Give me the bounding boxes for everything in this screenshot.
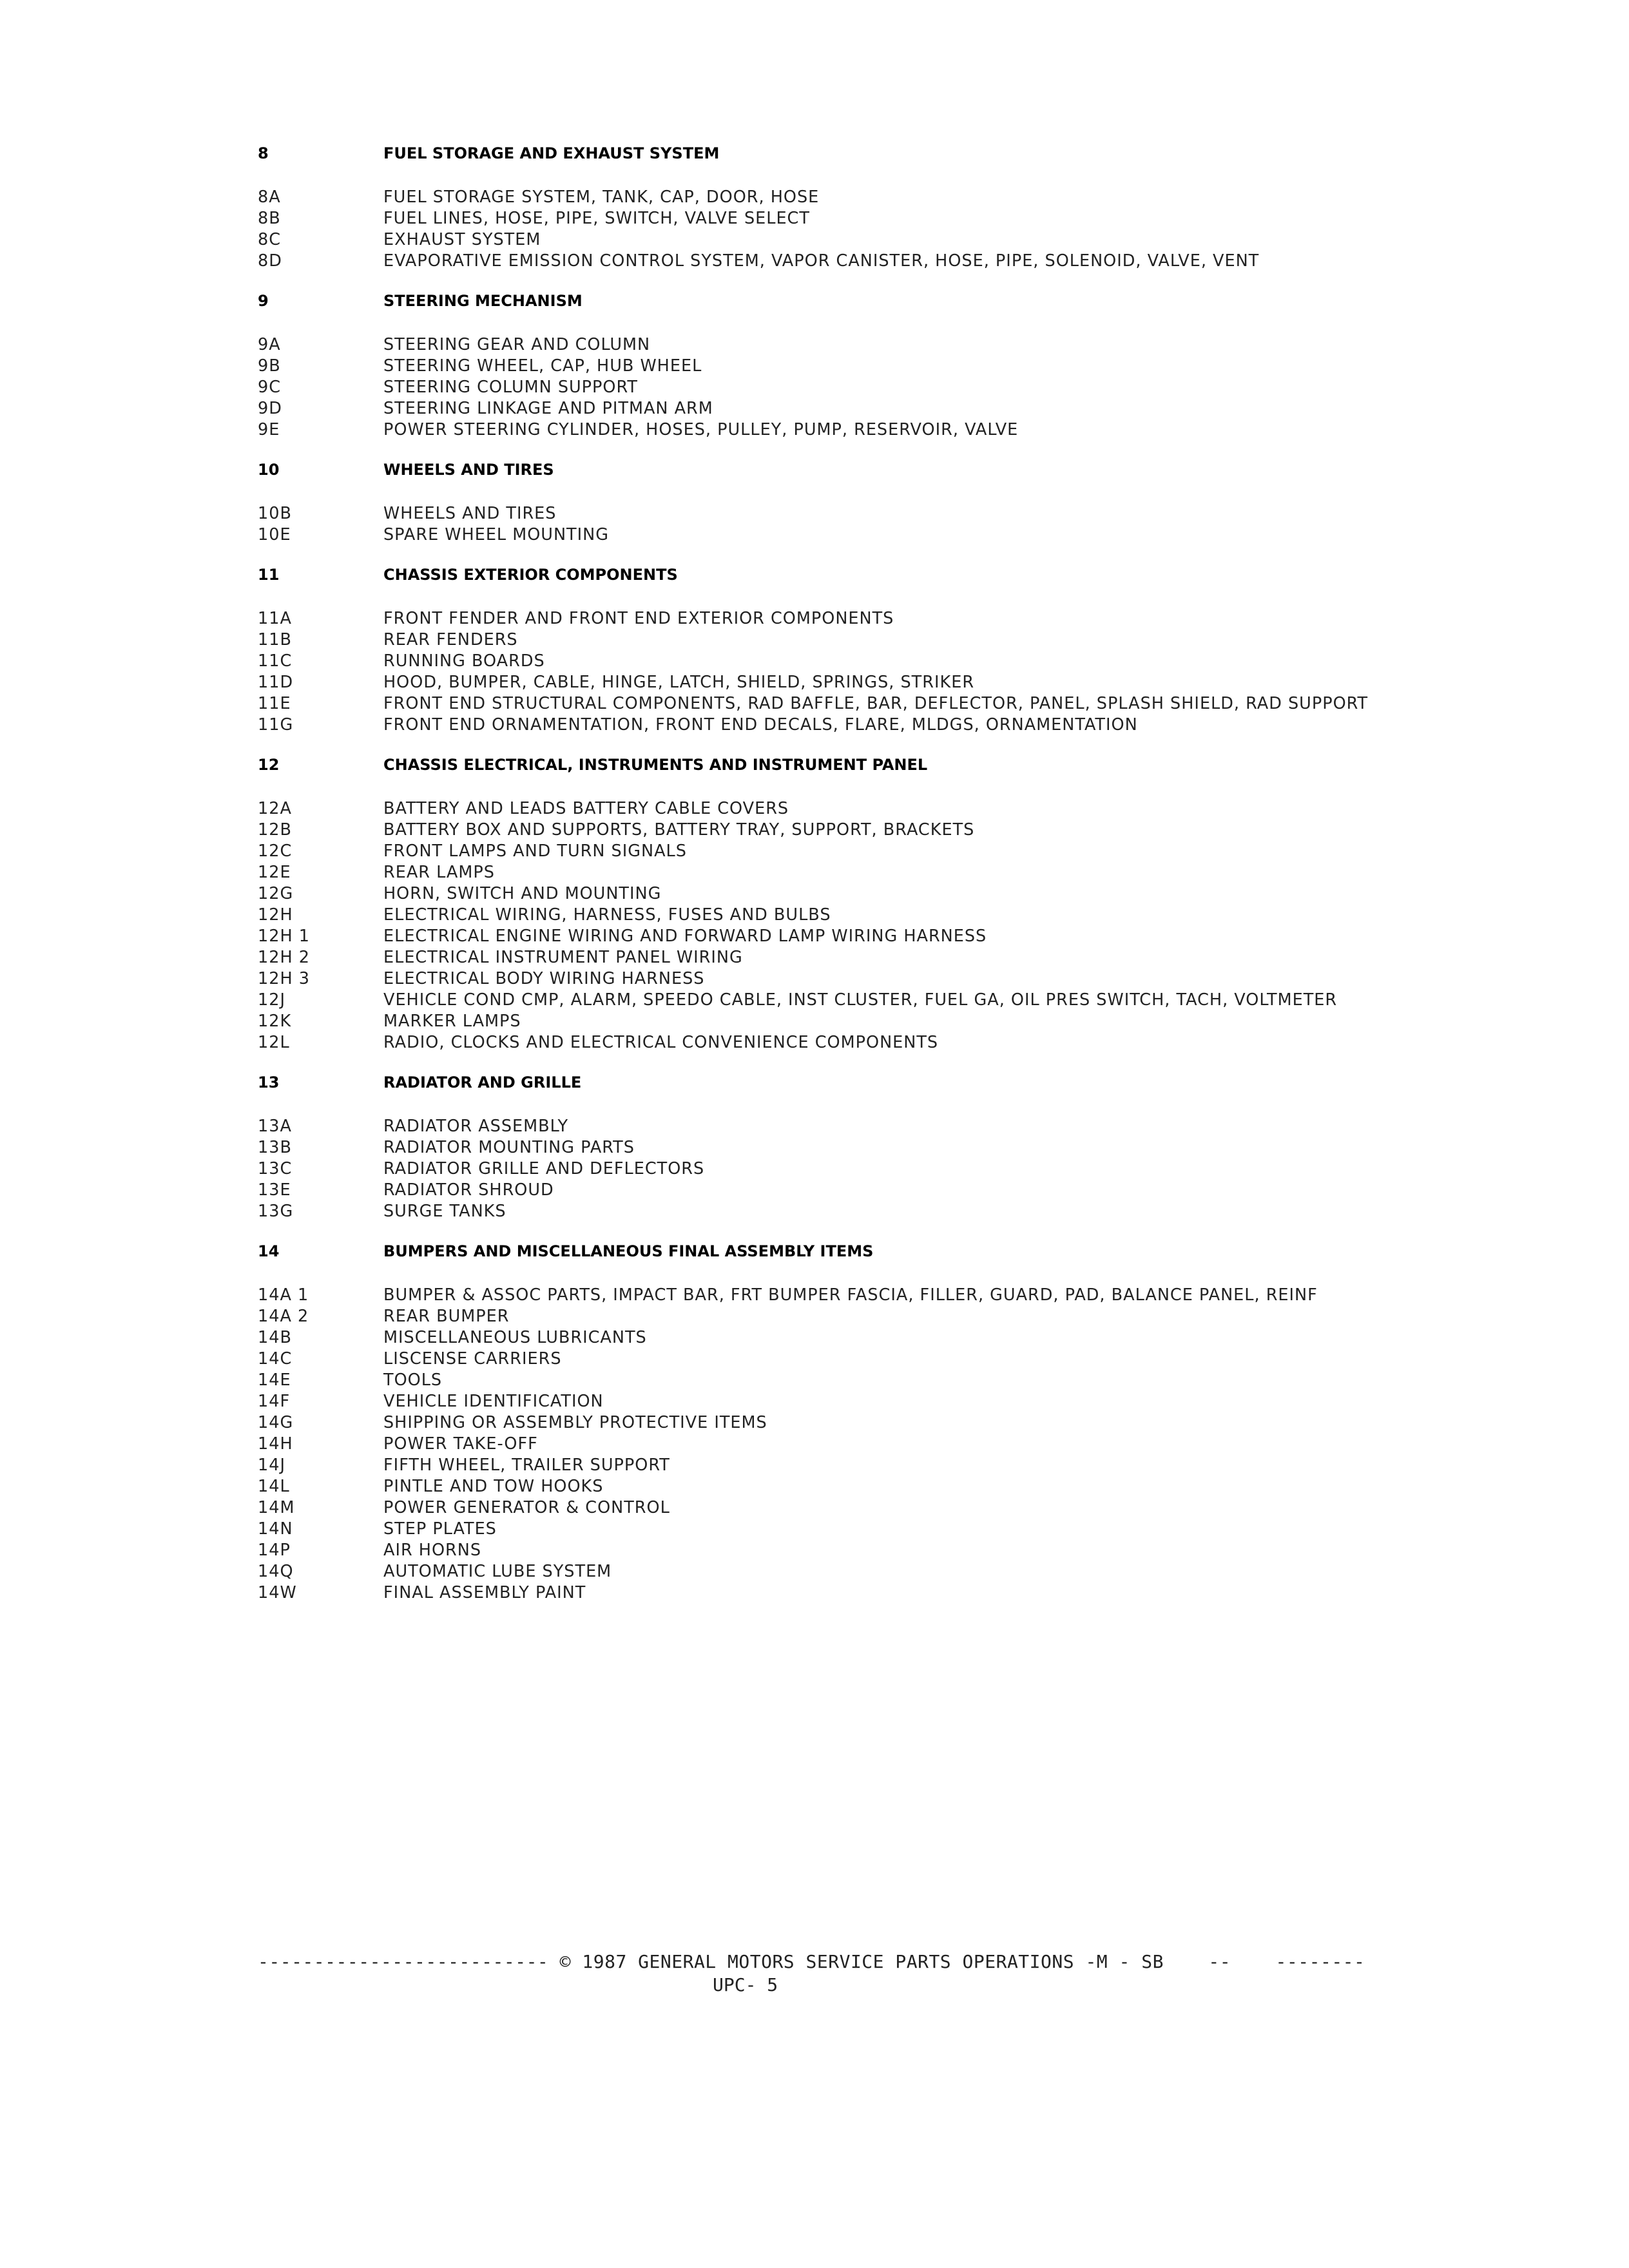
item-code: 14E xyxy=(258,1370,291,1390)
item-desc: RUNNING BOARDS xyxy=(383,651,545,671)
group-code: 9 xyxy=(258,292,269,310)
item-desc: REAR LAMPS xyxy=(383,863,495,882)
item-code: 12H 3 xyxy=(258,969,310,988)
group-code: 12 xyxy=(258,756,280,774)
item-code: 10E xyxy=(258,525,291,544)
group-title: BUMPERS AND MISCELLANEOUS FINAL ASSEMBLY ITEMS xyxy=(383,1242,874,1260)
item-code: 14H xyxy=(258,1434,293,1454)
group-items xyxy=(258,1285,1534,1604)
item-row xyxy=(258,1561,1534,1582)
item-code: 12H xyxy=(258,905,293,925)
item-row xyxy=(258,208,1534,229)
item-desc: FRONT LAMPS AND TURN SIGNALS xyxy=(383,841,687,861)
group-heading xyxy=(258,291,1534,312)
item-row xyxy=(258,334,1534,356)
item-desc: FUEL LINES, HOSE, PIPE, SWITCH, VALVE SELECT xyxy=(383,209,810,228)
item-row xyxy=(258,1370,1534,1391)
item-desc: ELECTRICAL INSTRUMENT PANEL WIRING xyxy=(383,948,743,967)
group-items xyxy=(258,503,1534,546)
item-desc: ELECTRICAL ENGINE WIRING AND FORWARD LAMP WIRING HARNESS xyxy=(383,927,987,946)
item-row xyxy=(258,862,1534,883)
item-code: 8A xyxy=(258,187,281,207)
item-code: 12J xyxy=(258,990,285,1010)
item-desc: EXHAUST SYSTEM xyxy=(383,230,541,249)
item-row xyxy=(258,926,1534,947)
group-heading xyxy=(258,1241,1534,1262)
item-desc: VEHICLE IDENTIFICATION xyxy=(383,1392,604,1411)
group-14 xyxy=(258,1241,1534,1604)
page-number: UPC- 5 xyxy=(713,1974,778,1995)
item-desc: FIFTH WHEEL, TRAILER SUPPORT xyxy=(383,1456,670,1475)
item-code: 13G xyxy=(258,1202,294,1221)
group-heading xyxy=(258,143,1534,164)
item-desc: POWER STEERING CYLINDER, HOSES, PULLEY, PUMP, RESERVOIR, VALVE xyxy=(383,420,1019,439)
item-code: 14N xyxy=(258,1519,293,1539)
item-row xyxy=(258,1476,1534,1497)
item-desc: BATTERY BOX AND SUPPORTS, BATTERY TRAY, SUPPORT, BRACKETS xyxy=(383,820,975,840)
item-desc: LISCENSE CARRIERS xyxy=(383,1349,562,1369)
item-row xyxy=(258,947,1534,968)
item-desc: BATTERY AND LEADS BATTERY CABLE COVERS xyxy=(383,799,789,818)
item-code: 11G xyxy=(258,715,294,735)
item-desc: STEERING COLUMN SUPPORT xyxy=(383,378,638,397)
item-row xyxy=(258,1434,1534,1455)
item-desc: HOOD, BUMPER, CABLE, HINGE, LATCH, SHIELD, SPRINGS, STRIKER xyxy=(383,673,975,692)
item-desc: FRONT FENDER AND FRONT END EXTERIOR COMPONENTS xyxy=(383,609,894,628)
item-row xyxy=(258,1497,1534,1519)
item-desc: RADIATOR GRILLE AND DEFLECTORS xyxy=(383,1159,705,1178)
item-desc: POWER TAKE-OFF xyxy=(383,1434,538,1454)
item-row xyxy=(258,651,1534,672)
item-code: 9B xyxy=(258,356,281,376)
item-row xyxy=(258,1032,1534,1053)
group-title: STEERING MECHANISM xyxy=(383,292,583,310)
group-heading xyxy=(258,459,1534,481)
item-code: 11A xyxy=(258,609,292,628)
group-11 xyxy=(258,564,1534,736)
item-row xyxy=(258,398,1534,419)
item-code: 12C xyxy=(258,841,293,861)
item-desc: SPARE WHEEL MOUNTING xyxy=(383,525,609,544)
item-code: 14L xyxy=(258,1477,290,1496)
item-desc: ELECTRICAL BODY WIRING HARNESS xyxy=(383,969,705,988)
group-code: 8 xyxy=(258,144,269,162)
group-items xyxy=(258,798,1534,1053)
item-row xyxy=(258,990,1534,1011)
item-row xyxy=(258,968,1534,990)
item-row xyxy=(258,1327,1534,1349)
item-row xyxy=(258,1391,1534,1412)
item-code: 14B xyxy=(258,1328,292,1347)
item-code: 13A xyxy=(258,1117,292,1136)
group-8 xyxy=(258,143,1534,272)
item-desc: RADIATOR ASSEMBLY xyxy=(383,1117,569,1136)
item-row xyxy=(258,1158,1534,1180)
group-code: 14 xyxy=(258,1242,280,1260)
item-code: 9D xyxy=(258,399,282,418)
item-desc: FUEL STORAGE SYSTEM, TANK, CAP, DOOR, HOSE xyxy=(383,187,820,207)
group-title: CHASSIS ELECTRICAL, INSTRUMENTS AND INSTRUMENT PANEL xyxy=(383,756,928,774)
item-desc: AUTOMATIC LUBE SYSTEM xyxy=(383,1562,612,1581)
item-desc: SURGE TANKS xyxy=(383,1202,506,1221)
item-desc: BUMPER & ASSOC PARTS, IMPACT BAR, FRT BUMPER FASCIA, FILLER, GUARD, PAD, BALANCE PANEL, REINF xyxy=(383,1285,1318,1305)
group-title: WHEELS AND TIRES xyxy=(383,461,554,479)
group-9 xyxy=(258,291,1534,441)
item-row xyxy=(258,693,1534,715)
item-code: 14M xyxy=(258,1498,295,1517)
item-code: 12A xyxy=(258,799,292,818)
item-code: 11C xyxy=(258,651,293,671)
item-row xyxy=(258,1582,1534,1604)
item-code: 14Q xyxy=(258,1562,294,1581)
item-code: 14A 1 xyxy=(258,1285,309,1305)
item-code: 13C xyxy=(258,1159,293,1178)
item-code: 11E xyxy=(258,694,291,713)
item-row xyxy=(258,356,1534,377)
item-row xyxy=(258,883,1534,905)
group-items xyxy=(258,334,1534,441)
item-row xyxy=(258,1137,1534,1158)
item-code: 9A xyxy=(258,335,281,354)
group-12 xyxy=(258,754,1534,1053)
item-code: 14C xyxy=(258,1349,293,1369)
item-desc: STEERING GEAR AND COLUMN xyxy=(383,335,651,354)
item-row xyxy=(258,377,1534,398)
item-row xyxy=(258,419,1534,441)
group-items xyxy=(258,1116,1534,1222)
item-desc: ELECTRICAL WIRING, HARNESS, FUSES AND BULBS xyxy=(383,905,831,925)
item-desc: POWER GENERATOR & CONTROL xyxy=(383,1498,670,1517)
item-code: 12E xyxy=(258,863,291,882)
group-code: 13 xyxy=(258,1073,280,1091)
item-code: 10B xyxy=(258,504,292,523)
item-row xyxy=(258,905,1534,926)
item-row xyxy=(258,1201,1534,1222)
item-row xyxy=(258,1011,1534,1032)
item-row xyxy=(258,524,1534,546)
item-desc: REAR FENDERS xyxy=(383,630,518,649)
item-code: 14A 2 xyxy=(258,1307,309,1326)
group-title: CHASSIS EXTERIOR COMPONENTS xyxy=(383,566,678,584)
copyright-line: -------------------------- © 1987 GENERAL MOTORS SERVICE PARTS OPERATIONS -M - SB -- -------- xyxy=(258,1951,1365,1972)
item-row xyxy=(258,1116,1534,1137)
item-code: 14W xyxy=(258,1583,297,1602)
group-title: FUEL STORAGE AND EXHAUST SYSTEM xyxy=(383,144,720,162)
item-desc: REAR BUMPER xyxy=(383,1307,510,1326)
group-code: 11 xyxy=(258,566,280,584)
item-code: 12L xyxy=(258,1033,290,1052)
group-code: 10 xyxy=(258,461,280,479)
item-code: 12H 2 xyxy=(258,948,310,967)
item-desc: PINTLE AND TOW HOOKS xyxy=(383,1477,604,1496)
item-code: 13B xyxy=(258,1138,292,1157)
item-row xyxy=(258,672,1534,693)
item-desc: STEP PLATES xyxy=(383,1519,497,1539)
item-desc: EVAPORATIVE EMISSION CONTROL SYSTEM, VAPOR CANISTER, HOSE, PIPE, SOLENOID, VALVE, VENT xyxy=(383,251,1260,271)
item-row xyxy=(258,187,1534,208)
item-code: 8C xyxy=(258,230,282,249)
item-code: 12G xyxy=(258,884,294,903)
group-heading xyxy=(258,564,1534,586)
item-desc: STEERING WHEEL, CAP, HUB WHEEL xyxy=(383,356,702,376)
item-code: 8B xyxy=(258,209,281,228)
item-code: 12K xyxy=(258,1012,292,1031)
item-row xyxy=(258,229,1534,251)
item-desc: VEHICLE COND CMP, ALARM, SPEEDO CABLE, INST CLUSTER, FUEL GA, OIL PRES SWITCH, TACH, VOLTMETER xyxy=(383,990,1338,1010)
parts-group-index xyxy=(258,143,1534,1622)
item-code: 13E xyxy=(258,1180,291,1200)
item-row xyxy=(258,820,1534,841)
item-row xyxy=(258,1306,1534,1327)
group-13 xyxy=(258,1072,1534,1222)
item-desc: HORN, SWITCH AND MOUNTING xyxy=(383,884,662,903)
item-row xyxy=(258,1285,1534,1306)
item-code: 12B xyxy=(258,820,292,840)
item-row xyxy=(258,1455,1534,1476)
item-code: 14F xyxy=(258,1392,291,1411)
item-desc: FRONT END STRUCTURAL COMPONENTS, RAD BAFFLE, BAR, DEFLECTOR, PANEL, SPLASH SHIELD, RAD SUPPORT xyxy=(383,694,1369,713)
item-row xyxy=(258,1412,1534,1434)
item-code: 12H 1 xyxy=(258,927,310,946)
item-code: 8D xyxy=(258,251,282,271)
item-desc: RADIO, CLOCKS AND ELECTRICAL CONVENIENCE COMPONENTS xyxy=(383,1033,939,1052)
item-desc: MISCELLANEOUS LUBRICANTS xyxy=(383,1328,647,1347)
group-items xyxy=(258,608,1534,736)
item-code: 14J xyxy=(258,1456,285,1475)
item-row xyxy=(258,1349,1534,1370)
item-desc: WHEELS AND TIRES xyxy=(383,504,557,523)
item-row xyxy=(258,841,1534,862)
group-10 xyxy=(258,459,1534,546)
item-desc: SHIPPING OR ASSEMBLY PROTECTIVE ITEMS xyxy=(383,1413,767,1432)
item-code: 9E xyxy=(258,420,280,439)
item-row xyxy=(258,1519,1534,1540)
item-row xyxy=(258,503,1534,524)
item-desc: FINAL ASSEMBLY PAINT xyxy=(383,1583,586,1602)
item-row xyxy=(258,251,1534,272)
item-code: 14G xyxy=(258,1413,294,1432)
item-desc: AIR HORNS xyxy=(383,1541,482,1560)
group-title: RADIATOR AND GRILLE xyxy=(383,1073,582,1091)
item-desc: MARKER LAMPS xyxy=(383,1012,521,1031)
item-code: 11D xyxy=(258,673,294,692)
item-desc: RADIATOR SHROUD xyxy=(383,1180,554,1200)
item-row xyxy=(258,1180,1534,1201)
item-desc: TOOLS xyxy=(383,1370,443,1390)
group-heading xyxy=(258,754,1534,776)
item-code: 9C xyxy=(258,378,282,397)
item-code: 11B xyxy=(258,630,292,649)
item-code: 14P xyxy=(258,1541,291,1560)
group-heading xyxy=(258,1072,1534,1093)
item-row xyxy=(258,798,1534,820)
item-row xyxy=(258,629,1534,651)
group-items xyxy=(258,187,1534,272)
item-row xyxy=(258,715,1534,736)
item-row xyxy=(258,608,1534,629)
item-desc: FRONT END ORNAMENTATION, FRONT END DECALS, FLARE, MLDGS, ORNAMENTATION xyxy=(383,715,1138,735)
page-footer xyxy=(258,1951,1482,1995)
item-desc: RADIATOR MOUNTING PARTS xyxy=(383,1138,635,1157)
item-row xyxy=(258,1540,1534,1561)
item-desc: STEERING LINKAGE AND PITMAN ARM xyxy=(383,399,713,418)
